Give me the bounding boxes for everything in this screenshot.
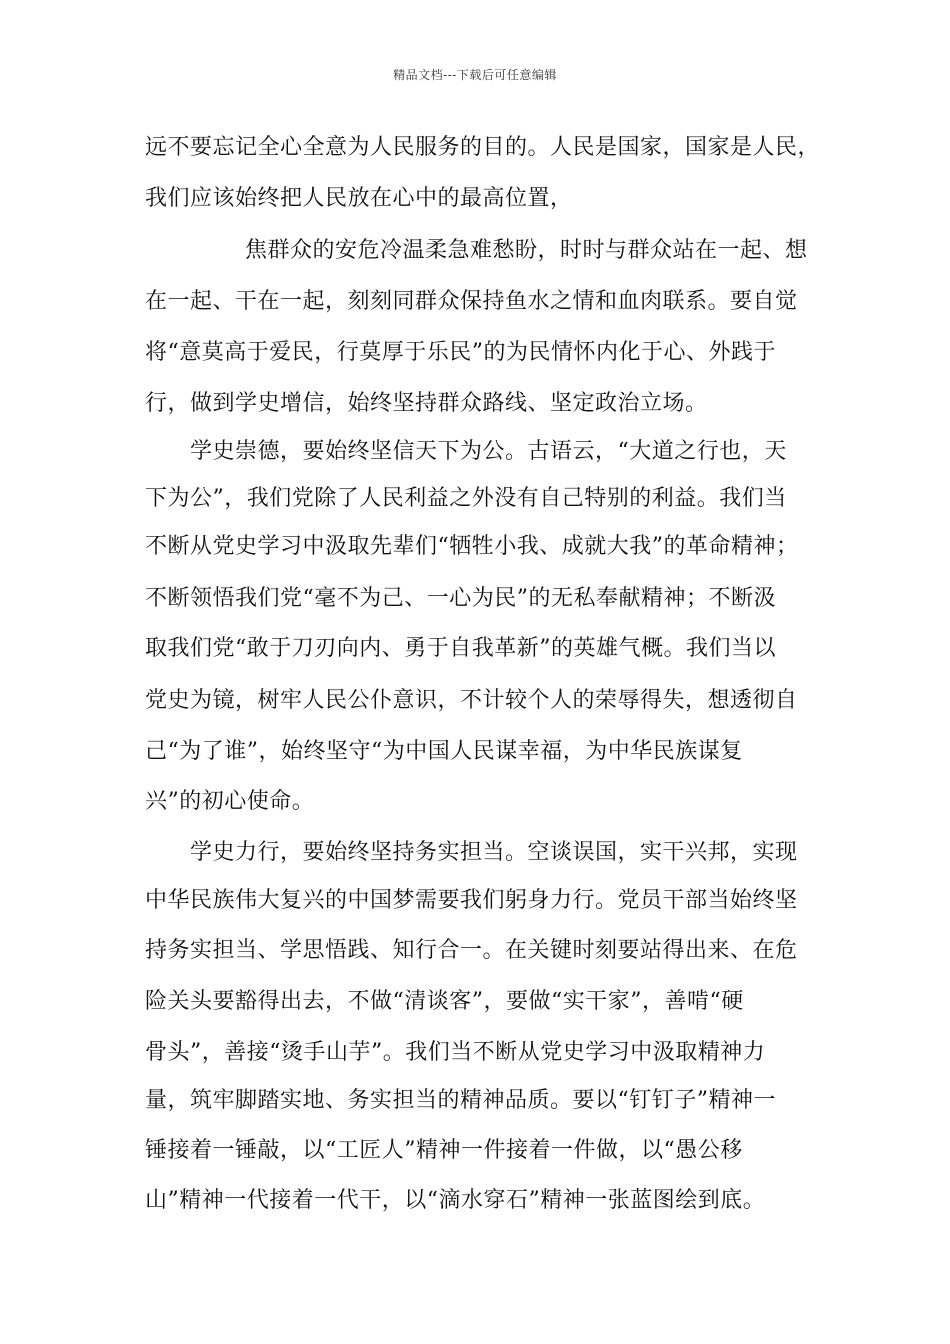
text-line: 骨头”，善接“烫手山芋”。我们当不断从党史学习中汲取精神力 [145, 1040, 766, 1065]
text-line: 中华民族伟大复兴的中国梦需要我们躬身力行。党员干部当始终坚 [145, 888, 798, 913]
text-line: 党史为镜，树牢人民公仆意识，不计较个人的荣辱得失，想透彻自 [145, 688, 798, 713]
text-line: 远不要忘记全心全意为人民服务的目的。人民是国家，国家是人民， [145, 135, 821, 160]
text-line: 行，做到学史增信，始终坚持群众路线、坚定政治立场。 [145, 391, 708, 416]
text-line: 锤接着一锤敲，以“工匠人”精神一件接着一件做，以“愚公移 [145, 1138, 743, 1163]
page-header: 精品文档---下载后可任意编辑 [393, 68, 557, 82]
text-line: 将“意莫高于爱民，行莫厚于乐民”的为民情怀内化于心、外践于 [145, 340, 776, 365]
text-line: 持务实担当、学思悟践、知行合一。在关键时刻要站得出来、在危 [145, 938, 798, 963]
text-line: 下为公”，我们党除了人民利益之外没有自己特别的利益。我们当 [145, 486, 787, 511]
text-line: 不断从党史学习中汲取先辈们“牺牲小我、成就大我”的革命精神； [145, 534, 799, 559]
text-line: 我们应该始终把人民放在心中的最高位置， [145, 186, 573, 211]
text-line: 不断领悟我们党“毫不为己、一心为民”的无私奉献精神；不断汲 [145, 586, 776, 611]
text-line: 兴”的初心使命。 [145, 789, 315, 814]
text-line: 学史崇德，要始终坚信天下为公。古语云，“大道之行也，天 [190, 439, 787, 464]
text-line: 量，筑牢脚踏实地、务实担当的精神品质。要以“钉钉子”精神一 [145, 1088, 776, 1113]
text-line: 取我们党“敢于刀刃向内、勇于自我革新”的英雄气概。我们当以 [145, 636, 776, 661]
text-line: 焦群众的安危冷温柔急难愁盼，时时与群众站在一起、想 [245, 238, 808, 263]
text-line: 山”精神一代接着一代干，以“滴水穿石”精神一张蓝图绘到底。 [145, 1188, 766, 1213]
text-line: 险关头要豁得出去，不做“清谈客”，要做“实干家”，善啃“硬 [145, 989, 744, 1014]
text-line: 己“为了谁”，始终坚守“为中国人民谋幸福，为中华民族谋复 [145, 739, 743, 764]
text-line: 学史力行，要始终坚持务实担当。空谈误国，实干兴邦，实现 [190, 840, 798, 865]
text-line: 在一起、干在一起，刻刻同群众保持鱼水之情和血肉联系。要自觉 [145, 289, 798, 314]
